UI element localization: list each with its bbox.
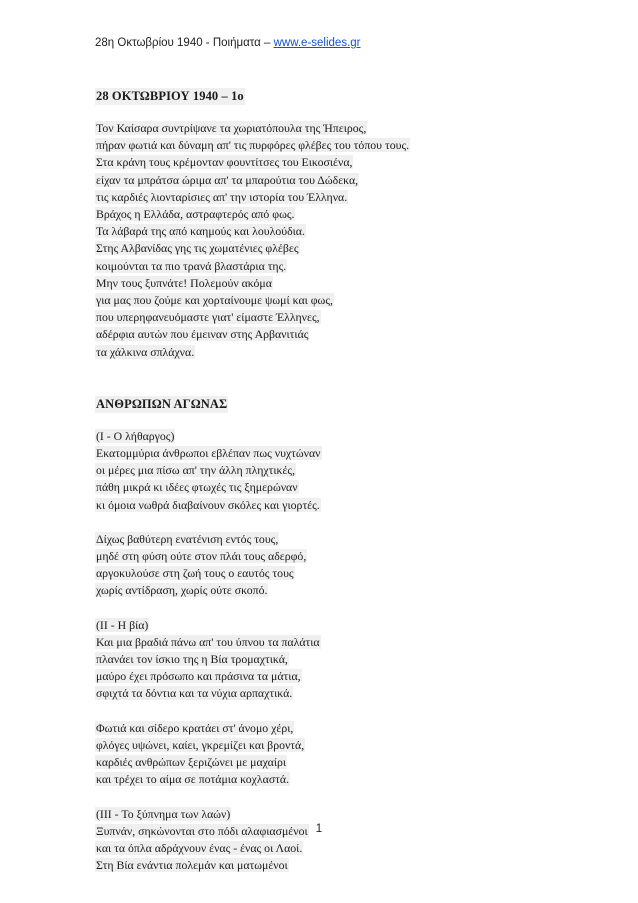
stanza bbox=[95, 428, 565, 514]
poem-line-text: Δίχως βαθύτερη ενατένιση εντός τους, bbox=[96, 531, 279, 546]
poem-line bbox=[95, 445, 565, 462]
poem-line bbox=[95, 754, 565, 771]
poem-line bbox=[95, 617, 565, 634]
poem-line bbox=[95, 292, 565, 309]
poem-line bbox=[95, 275, 565, 292]
poem-line bbox=[95, 137, 565, 154]
poem-line-text: αδέρφια αυτών που έμειναν στης Αρβανιτιάς bbox=[96, 327, 309, 342]
stanza bbox=[95, 720, 565, 789]
section-gap bbox=[95, 378, 565, 395]
poem-line-text: (ΙΙΙ - Το ξύπνημα των λαών) bbox=[96, 806, 231, 821]
poem-line-text: Βράχος η Ελλάδα, αστραφτερός από φως. bbox=[96, 207, 295, 222]
poem-line bbox=[95, 309, 565, 326]
poem-line-text: Στη Βία ενάντια πολεμάν και ματωμένοι bbox=[96, 858, 288, 873]
poem-line bbox=[95, 120, 565, 137]
poem-line bbox=[95, 497, 565, 514]
poem-line-text: που υπερηφανευόμαστε γιατ' είμαστε Έλληνες, bbox=[96, 310, 320, 325]
poem-line bbox=[95, 189, 565, 206]
poem-line-text: κι όμοια νωθρά διαβαίνουν σκόλες και γιορτές. bbox=[96, 497, 320, 512]
poem-line-text: Μην τους ξυπνάτε! Πολεμούν ακόμα bbox=[96, 275, 272, 290]
poem-line bbox=[95, 582, 565, 599]
poem-line bbox=[95, 462, 565, 479]
poem-line-text: οι μέρες μια πίσω απ' την άλλη πληχτικές, bbox=[96, 463, 296, 478]
poem2-body bbox=[95, 428, 565, 874]
poem-line-text: Τα λάβαρά της από καημούς και λουλούδια. bbox=[96, 224, 305, 239]
poem-line bbox=[95, 737, 565, 754]
page-number: 1 bbox=[315, 823, 323, 835]
poem1-title: 28 ΟΚΤΩΒΡΙΟΥ 1940 – 1ο bbox=[96, 89, 244, 103]
poem-line-text: Στης Αλβανίδας γης τις χωματένιες φλέβες bbox=[96, 241, 299, 256]
poem-line-text: (Ι - Ο λήθαργος) bbox=[96, 428, 175, 443]
poem-line-text: μηδέ στη φύση ούτε στον πλάι τους αδερφό, bbox=[96, 549, 307, 564]
poem-line-text: μαύρο έχει πρόσωπο και πράσινα τα μάτια, bbox=[96, 669, 301, 684]
poem1-body bbox=[95, 120, 565, 361]
page-header bbox=[95, 37, 361, 49]
poem-line-text: Στα κράνη τους κρέμονταν φουντίτσες του Εικοσιένα, bbox=[96, 155, 353, 170]
poem-line bbox=[95, 857, 565, 874]
poem-line-text: καρδιές ανθρώπων ξεριζώνει με μαχαίρι bbox=[96, 755, 287, 770]
poem-line-text: πήραν φωτιά και δύναμη απ' τις πυρφόρες φλέβες του τόπου τους. bbox=[96, 138, 410, 153]
poem-line bbox=[95, 806, 565, 823]
poem-line bbox=[95, 771, 565, 788]
header-link[interactable]: www.e-selides.gr bbox=[273, 37, 361, 49]
poem-line bbox=[95, 840, 565, 857]
poem-line bbox=[95, 428, 565, 445]
poem-line bbox=[95, 720, 565, 737]
poem-line-text: τα χάλκινα σπλάχνα. bbox=[96, 344, 195, 359]
poem-line bbox=[95, 531, 565, 548]
poem-line bbox=[95, 172, 565, 189]
stanza bbox=[95, 806, 565, 875]
poem-line-text: για μας που ζούμε και χορταίνουμε ψωμί και φως, bbox=[96, 293, 333, 308]
poem-line-text: είχαν τα μπράτσα ώριμα απ' τα μπαρούτια του Δώδεκα, bbox=[96, 172, 359, 187]
poem-line bbox=[95, 668, 565, 685]
poem-line bbox=[95, 326, 565, 343]
poem-line bbox=[95, 565, 565, 582]
poem-line bbox=[95, 223, 565, 240]
poem-line bbox=[95, 548, 565, 565]
poem-line bbox=[95, 206, 565, 223]
poem2-title: ΑΝΘΡΩΠΩΝ ΑΓΩΝΑΣ bbox=[96, 396, 228, 411]
stanza bbox=[95, 531, 565, 600]
poem-line-text: κοιμούνται τα πιο τρανά βλαστάρια της. bbox=[96, 258, 287, 273]
stanza bbox=[95, 617, 565, 703]
poem-line-text: (ΙΙ - Η βία) bbox=[96, 617, 149, 632]
poem-line bbox=[95, 651, 565, 668]
poem-line bbox=[95, 479, 565, 496]
poem-line-text: Τον Καίσαρα συντρίψανε τα χωριατόπουλα της Ήπειρος, bbox=[96, 121, 367, 135]
poem-line-text: σφιχτά τα δόντια και τα νύχια αρπαχτικά. bbox=[96, 686, 293, 701]
poem-line-text: Και μια βραδιά πάνω απ' του ύπνου τα παλάτια bbox=[96, 634, 320, 649]
poem-line bbox=[95, 634, 565, 651]
poem-line-text: χωρίς αντίδραση, χωρίς ούτε σκοπό. bbox=[96, 583, 268, 598]
poem-line-text: και τα όπλα αδράχνουν ένας - ένας οι Λαοί. bbox=[96, 840, 303, 855]
poem-line-text: πάθη μικρά κι ιδέες φτωχές τις ξημερώναν bbox=[96, 480, 298, 495]
poem-line bbox=[95, 240, 565, 257]
poem-line-text: πλανάει τον ίσκιο της η Βία τρομαχτικά, bbox=[96, 652, 288, 667]
poem-line-text: αργοκυλούσε στη ζωή τους ο εαυτός τους bbox=[96, 566, 294, 581]
poem-line bbox=[95, 154, 565, 171]
poem-line-text: φλόγες υψώνει, καίει, γκρεμίζει και βροντά, bbox=[96, 737, 305, 752]
poem-line-text: και τρέχει το αίμα σε ποτάμια κοχλαστά. bbox=[96, 772, 290, 787]
poem-line bbox=[95, 685, 565, 702]
document-body bbox=[95, 87, 565, 891]
poem-line-text: Ξυπνάν, σηκώνονται στο πόδι αλαφιασμένοι bbox=[96, 823, 308, 838]
poem-line-text: Εκατομμύρια άνθρωποι εβλέπαν πως νυχτώναν bbox=[96, 446, 321, 461]
poem-line-text: Φωτιά και σίδερο κρατάει στ' άνομο χέρι, bbox=[96, 720, 294, 735]
poem-line bbox=[95, 344, 565, 361]
header-text: 28η Οκτωβρίου 1940 - Ποιήματα – bbox=[95, 37, 274, 49]
poem-line-text: τις καρδιές λιονταρίσιες απ' την ιστορία του Έλληνα. bbox=[96, 189, 348, 204]
poem-line bbox=[95, 258, 565, 275]
